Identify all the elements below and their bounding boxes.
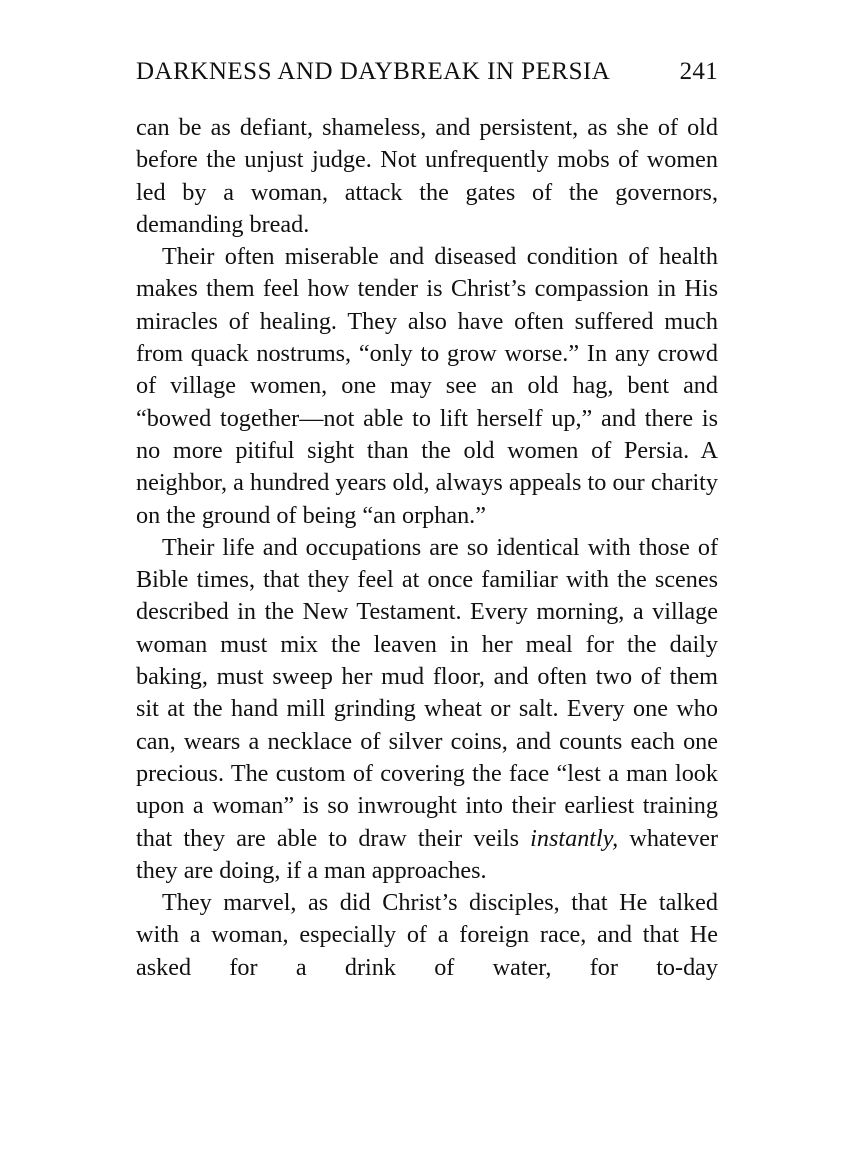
running-title: DARKNESS AND DAYBREAK IN PERSIA [136, 58, 611, 85]
book-page [136, 58, 718, 984]
paragraph-3-text-after: whatever they are doing, if a man approaches. [136, 824, 718, 884]
paragraph-4: They marvel, as did Christ’s disciples, that He talked with a woman, especially of a foreign race, and that He asked for a drink of water, for to-day [136, 889, 718, 981]
paragraph-3 [136, 532, 718, 887]
paragraph-1: can be as defiant, shameless, and persistent, as she of old before the unjust judge. Not unfrequently mobs of women led by a woman, attack the gates of the governors, demanding bread. [136, 114, 718, 238]
page-number: 241 [679, 58, 718, 85]
body-text [136, 112, 718, 984]
paragraph-2: Their often miserable and diseased condition of health makes them feel how tender is Christ’s compassion in His miracles of healing. They also have often suffered much from quack nostrums, “only to grow worse.” In any crowd of village women, one may see an old hag, bent and “bowed together—not able to lift herself up,” and there is no more pitiful sight than the old women of Persia. A neighbor, a hundred years old, always appeals to our charity on the ground of being “an orphan.” [136, 243, 718, 529]
running-head [136, 58, 718, 98]
paragraph-3-italic: instantly, [530, 824, 619, 852]
paragraph-3-text-before: Their life and occupations are so identical with those of Bible times, that they feel at once familiar with the scenes described in the New Testament. Every morning, a village woman must mix the leaven in her meal for the daily baking, must sweep her mud floor, and often two of them sit at the hand mill grinding wheat or salt. Every one who can, wears a necklace of silver coins, and counts each one precious. The custom of covering the face “lest a man look upon a woman” is so inwrought into their earliest training that they are able to draw their veils [136, 533, 718, 852]
